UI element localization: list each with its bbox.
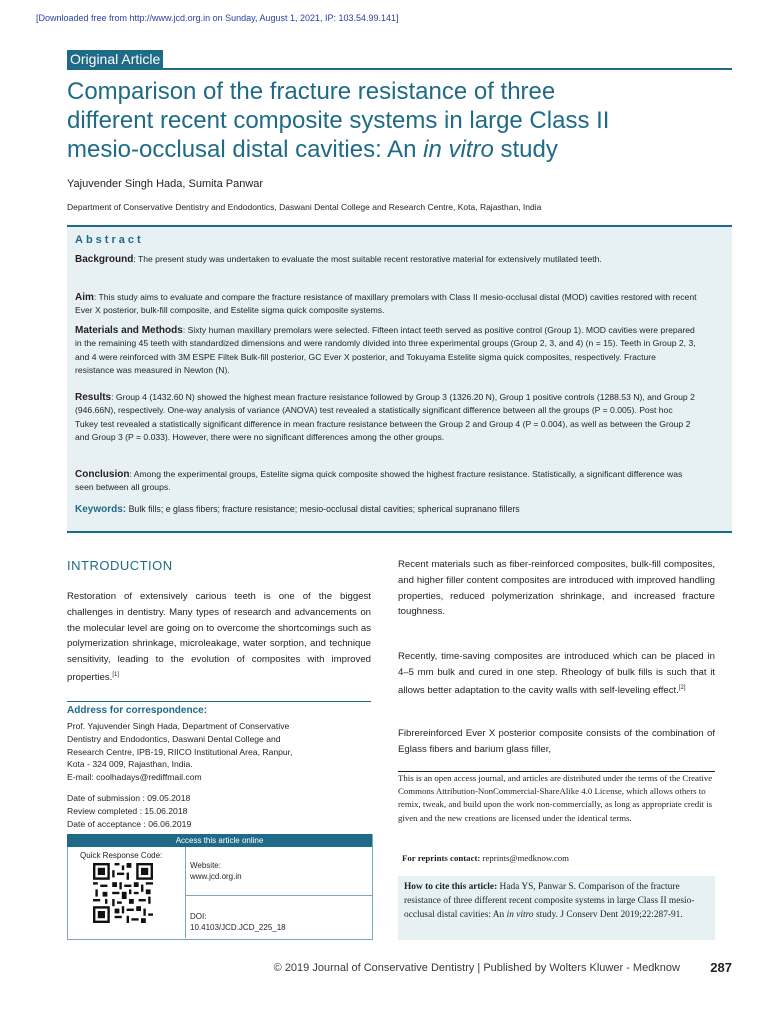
abstract-aim: Aim: This study aims to evaluate and compare the fracture resistance of maxillary premolars with Class II mesio-occlusal distal (MOD) cavities restored with recent Ever X posterior, bulk-fill composite, and Estelite sigma quick composite systems. [75, 292, 697, 316]
section-rule [67, 68, 732, 70]
title-line-3: mesio-occlusal distal cavities: An in vitro study [67, 136, 558, 163]
correspondence-heading: Address for correspondence: [67, 705, 208, 716]
abstract-methods: Materials and Methods: Sixty human maxillary premolars were selected. Fifteen intact teeth served as positive control (Group 1). MOD cavities were prepared in the remaining 45 teeth with standardized dimensions and were randomly divided into three experimental groups (Group 2, 3, and 4) (n = 15). Teeth in Group 2, 3, and 4 were reinforced with 3M ESPE Filtek Bulk-fill posterior, GC Ever X posterior, and Tokuyama Estelite sigma quick composites, respectively. Fracture resistance was measured in Newton (N). [75, 325, 696, 376]
article-dates [67, 792, 371, 830]
date-acceptance: Date of acceptance : 06.06.2019 [67, 818, 192, 829]
access-online-header: Access this article online [67, 834, 372, 847]
introduction-heading: INTRODUCTION [67, 558, 173, 573]
qr-code-icon[interactable] [93, 863, 153, 923]
abstract-background: Background: The present study was undertaken to evaluate the most suitable recent restorative material for extensively mutilated teeth. [75, 254, 602, 265]
title-line-1: Comparison of the fracture resistance of three [67, 78, 556, 105]
date-submission: Date of submission : 09.05.2018 [67, 793, 191, 803]
doi-info [190, 911, 286, 933]
correspondence-rule [67, 701, 371, 702]
citation-ref-1[interactable]: [1] [112, 671, 119, 678]
doi-link[interactable]: 10.4103/JCD.JCD_225_18 [190, 923, 286, 932]
reprints-contact: For reprints contact: reprints@medknow.com [402, 853, 569, 863]
keywords: Keywords: Bulk fills; e glass fibers; fracture resistance; mesio-occlusal distal cavities; spherical supranano fillers [75, 504, 520, 515]
abstract-heading: Abstract [75, 234, 144, 246]
correspondence-address: Prof. Yajuvender Singh Hada, Department of Conservative Dentistry and Endodontics, Daswani Dental College and Research Centre, IPB-19, RIICO Institutional Area, Ranpur, Kota - 324 009, Rajasthan, India. E-mail: coolhadays@rediffmail.com [67, 720, 371, 784]
open-access-notice: This is an open access journal, and articles are distributed under the terms of the Creative Commons Attribution-NonCommercial-ShareAlike 4.0 License, which allows others to remix, tweak, and build upon the work non-commercially, as long as appropriate credit is given and the new creations are licensed under the identical terms. [398, 773, 713, 823]
website-link[interactable]: www.jcd.org.in [190, 872, 242, 881]
reprints-email[interactable]: reprints@medknow.com [480, 853, 569, 863]
download-notice: [Downloaded free from http://www.jcd.org.in on Sunday, August 1, 2021, IP: 103.54.99.141] [36, 13, 399, 23]
intro-right-paragraph-2: Recently, time-saving composites are introduced which can be placed in 4–5 mm bulk and cured in one step. Rheology of bulk fills is such that it allows better adaptation to the cavity walls with self-leveling effect.[2] [398, 651, 715, 696]
intro-right-paragraph-1: Recent materials such as fiber-reinforced composites, bulk-fill composites, and higher filler content composites are introduced with improved handling properties, reduced polymerization shrinkage, and increased fracture toughness. [398, 559, 715, 618]
article-title [67, 77, 717, 164]
title-line-2: different recent composite systems in large Class II [67, 107, 610, 134]
citation-text: How to cite this article: Hada YS, Panwar S. Comparison of the fracture resistance of three different recent composite systems in large Class II mesio-occlusal distal cavities: An in vitro study. J Conserv Dent 2019;22:287-91. [404, 882, 695, 921]
abstract-conclusion: Conclusion: Among the experimental groups, Estelite sigma quick composite showed the highest fracture resistance. Statistically, a significant difference was seen between all groups. [75, 469, 683, 493]
authors: Yajuvender Singh Hada, Sumita Panwar [67, 178, 264, 190]
access-divider [185, 895, 372, 896]
citation-ref-2[interactable]: [2] [678, 684, 686, 691]
qr-label: Quick Response Code: [80, 851, 163, 860]
intro-right-paragraph-3: Fibrereinforced Ever X posterior composite consists of the combination of Eglass fibers and barium glass filler, [398, 728, 715, 755]
website-info [190, 860, 242, 882]
page-number: 287 [710, 960, 732, 975]
affiliation: Department of Conservative Dentistry and Endodontics, Daswani Dental College and Research Centre, Kota, Rajasthan, India [67, 202, 542, 212]
section-label: Original Article [67, 50, 163, 68]
doi-label: DOI: [190, 912, 207, 921]
website-label: Website: [190, 861, 221, 870]
correspondence-email[interactable]: E-mail: coolhadays@rediffmail.com [67, 772, 202, 783]
abstract-results: Results: Group 4 (1432.60 N) showed the highest mean fracture resistance followed by Group 3 (1326.20 N), Group 1 positive controls (1288.53 N), and Group 2 (946.66N), respectively. One-way analysis of variance (ANOVA) test revealed a statistically significant difference between all the groups (P = 0.005). Post hoc Tukey test revealed a statistically significant difference in mean fracture resistance between the Group 2 and Group 4 (P = 0.004), as well as between the Group 2 and Group 3 (P = 0.033). However, there were no significant differences among the other groups. [75, 392, 695, 443]
intro-paragraph-1: Restoration of extensively carious teeth is one of the biggest challenges in dentistry. Many types of research and advancements on the molecular level are going on to overcome the shortcomings such as polymerization shrinkage, microleakage, water sorption, and technique sensitivity, leading to the evolution of composites with improved properties.[1] [67, 591, 371, 684]
footer-journal: © 2019 Journal of Conservative Dentistry | Published by Wolters Kluwer - Medknow [273, 962, 680, 974]
date-review: Review completed : 15.06.2018 [67, 805, 188, 816]
